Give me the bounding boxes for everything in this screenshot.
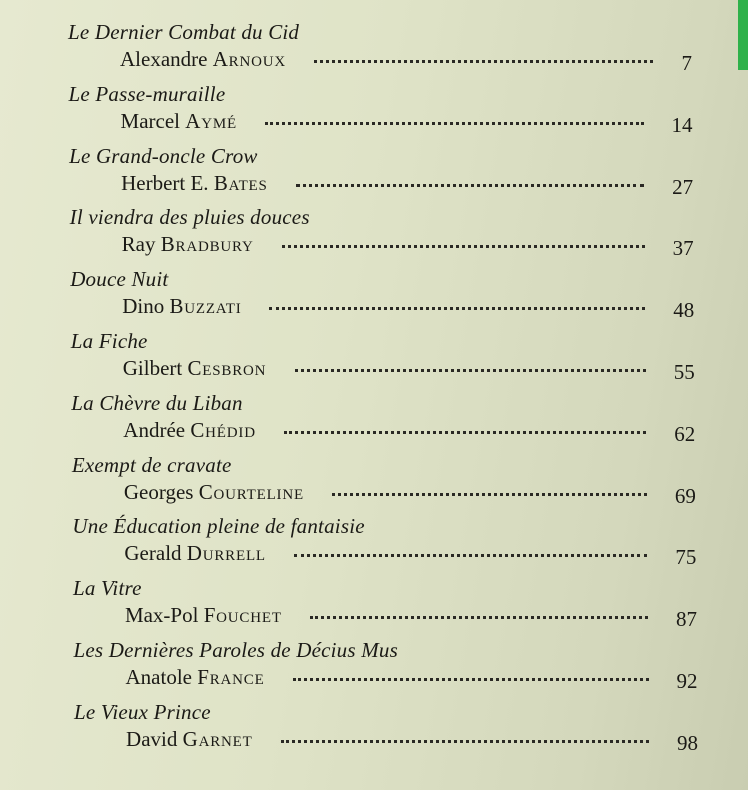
dot-leader (295, 369, 646, 372)
author-name (124, 480, 304, 505)
author-surname: Bradbury (160, 232, 254, 257)
author-name (121, 109, 237, 134)
story-title: Une Éducation pleine de fantaisie (72, 514, 365, 539)
author-surname: Durrell (186, 541, 266, 566)
dot-leader (269, 307, 645, 310)
author-surname: Courteline (198, 479, 304, 504)
author-first-name: Alexandre (120, 47, 208, 71)
page-number: 87 (675, 607, 697, 632)
page-number: 98 (677, 730, 699, 755)
author-first-name: Gilbert (122, 356, 183, 380)
page-number: 7 (681, 51, 692, 75)
author-first-name: Gerald (124, 541, 182, 566)
page-number: 27 (672, 174, 694, 199)
author-first-name: Ray (121, 232, 156, 257)
dot-leader (332, 493, 647, 496)
dot-leader (296, 184, 644, 187)
page-number: 92 (676, 669, 698, 693)
author-surname: Chédid (190, 417, 256, 442)
author-name (126, 727, 253, 752)
page-number: 14 (671, 112, 693, 137)
author-first-name: Georges (123, 479, 194, 504)
page-number: 62 (674, 421, 696, 446)
author-name (123, 356, 267, 381)
toc-entry (71, 391, 711, 451)
author-first-name: Anatole (125, 665, 192, 689)
story-title: Le Grand-oncle Crow (69, 143, 258, 168)
author-name (120, 47, 286, 72)
story-title: Le Vieux Prince (74, 699, 211, 724)
author-name (122, 294, 241, 319)
toc-entry (70, 267, 710, 327)
dot-leader (284, 431, 646, 434)
story-title: La Fiche (70, 329, 148, 353)
toc-entry (68, 20, 708, 80)
author-name (123, 418, 256, 443)
toc-entry (74, 700, 714, 760)
author-name (122, 232, 254, 257)
toc-entry (72, 453, 712, 513)
author-first-name: Herbert E. (121, 170, 209, 195)
story-title: Le Passe-muraille (68, 81, 226, 106)
author-surname: Buzzati (169, 294, 242, 319)
story-title: Le Dernier Combat du Cid (68, 20, 300, 44)
toc-entry (70, 205, 710, 265)
story-title: La Chèvre du Liban (71, 390, 243, 415)
story-title: Les Dernières Paroles de Décius Mus (73, 638, 398, 662)
dot-leader (265, 122, 644, 125)
author-surname: Fouchet (203, 603, 282, 628)
toc-entry (73, 576, 713, 636)
dot-leader (282, 245, 645, 248)
page-number: 48 (673, 298, 695, 323)
author-name (124, 541, 266, 566)
dot-leader (281, 740, 649, 743)
story-title: Exempt de cravate (71, 452, 232, 477)
author-name (125, 603, 282, 628)
story-title: Il viendra des pluies douces (69, 205, 310, 230)
author-surname: Arnoux (212, 47, 287, 71)
author-surname: Aymé (185, 108, 237, 133)
dot-leader (294, 554, 647, 557)
dot-leader (310, 616, 648, 619)
toc-entry (69, 144, 709, 204)
toc-entry (71, 329, 711, 389)
dot-leader (293, 678, 649, 681)
page-number: 37 (672, 236, 694, 261)
author-name (121, 171, 268, 196)
story-title: Douce Nuit (70, 267, 169, 292)
page-number: 55 (673, 360, 695, 384)
toc-entry (72, 514, 712, 574)
story-title: La Vitre (72, 576, 142, 601)
page-number: 69 (674, 483, 696, 508)
author-surname: Bates (213, 170, 268, 195)
author-surname: Cesbron (187, 356, 267, 380)
toc-entry (69, 82, 709, 142)
author-first-name: Andrée (123, 417, 186, 442)
author-name (126, 665, 265, 690)
author-surname: Garnet (182, 726, 253, 751)
author-surname: France (197, 665, 265, 689)
toc-entry (74, 638, 714, 698)
author-first-name: Dino (122, 294, 165, 319)
author-first-name: Max-Pol (124, 603, 199, 628)
dot-leader (314, 60, 653, 63)
page-number: 75 (675, 545, 697, 570)
author-first-name: David (126, 726, 178, 751)
author-first-name: Marcel (120, 108, 181, 133)
